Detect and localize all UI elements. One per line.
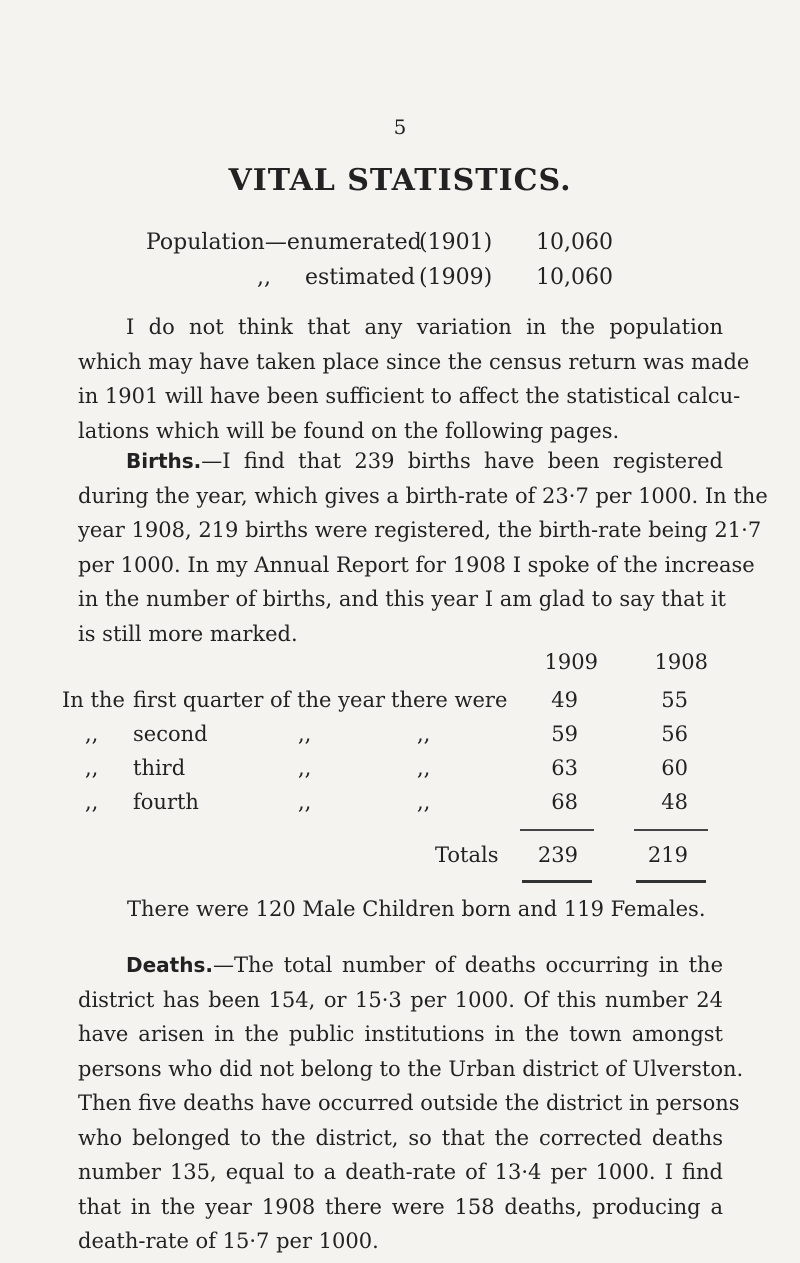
births-line: in the number of births, and this year I am glad to say that it xyxy=(78,587,726,611)
deaths-paragraph xyxy=(78,948,744,1259)
table-row-ditto-2: ,, xyxy=(417,756,431,780)
table-cell-1909: 59 xyxy=(551,722,578,746)
table-row-ditto-2: ,, xyxy=(417,722,431,746)
sex-ratio-note: There were 120 Male Children born and 119 Females. xyxy=(127,897,706,921)
population-estimated-label: estimated xyxy=(305,265,416,290)
column-header-1908: 1908 xyxy=(654,650,708,674)
table-cell-1908: 60 xyxy=(661,756,688,780)
table-row-label: fourth xyxy=(133,790,199,814)
table-row-label: third xyxy=(133,756,186,780)
page-title: VITAL STATISTICS. xyxy=(228,163,572,198)
population-estimated-value: 10,060 xyxy=(536,265,613,290)
intro-line: in 1901 will have been sufficient to affect the statistical calcu- xyxy=(78,384,741,408)
deaths-line: —The total number of deaths occurring in the xyxy=(212,953,723,977)
births-line: per 1000. In my Annual Report for 1908 I spoke of the increase xyxy=(78,552,755,577)
table-cell-1908: 55 xyxy=(661,688,688,712)
births-line: during the year, which gives a birth-rate of 23·7 per 1000. In the xyxy=(78,483,768,508)
total-1909: 239 xyxy=(537,843,578,867)
column-header-1909: 1909 xyxy=(544,650,598,674)
double-rule-1909 xyxy=(522,880,592,883)
deaths-first-line xyxy=(78,948,723,983)
total-rule-1909 xyxy=(520,829,594,831)
deaths-line: who belonged to the district, so that the corrected deaths xyxy=(78,1125,723,1150)
population-enumerated-year: (1901) xyxy=(419,230,493,255)
table-row-label: second xyxy=(133,722,208,746)
births-paragraph xyxy=(78,444,768,651)
table-cell-1909: 68 xyxy=(551,790,578,814)
births-heading: Births. xyxy=(126,449,202,473)
deaths-line: that in the year 1908 there were 158 deaths, producing a xyxy=(78,1194,723,1219)
total-1908: 219 xyxy=(647,843,688,867)
table-cell-1909: 63 xyxy=(551,756,578,780)
population-enumerated-value: 10,060 xyxy=(536,230,613,255)
deaths-line: Then five deaths have occurred outside the district in persons xyxy=(78,1091,740,1115)
population-estimated-year: (1909) xyxy=(419,265,493,290)
intro-line: lations which will be found on the following pages. xyxy=(78,418,620,443)
table-row-ditto-2: ,, xyxy=(417,790,431,814)
deaths-line: have arisen in the public institutions in the town amongst xyxy=(78,1022,723,1046)
double-rule-1908 xyxy=(636,880,706,883)
intro-line: I do not think that any variation in the population xyxy=(126,315,723,339)
table-row-ditto-1: of the year xyxy=(270,688,386,712)
population-enumerated-label: Population—enumerated xyxy=(146,230,422,255)
table-row-prefix: In the xyxy=(62,688,125,712)
total-rule-1908 xyxy=(634,829,708,831)
table-cell-1909: 49 xyxy=(551,688,578,712)
page-number: 5 xyxy=(393,115,407,139)
table-row-ditto-1: ,, xyxy=(298,756,312,780)
intro-paragraph xyxy=(78,310,750,448)
births-line: is still more marked. xyxy=(78,621,298,646)
table-cell-1908: 48 xyxy=(661,790,688,814)
table-row-ditto-1: ,, xyxy=(298,790,312,814)
births-line: year 1908, 219 births were registered, the birth-rate being 21·7 xyxy=(78,518,762,542)
table-row-prefix: ,, xyxy=(85,790,99,814)
deaths-line: persons who did not belong to the Urban district of Ulverston. xyxy=(78,1056,744,1081)
table-row-ditto-2: there were xyxy=(391,688,508,712)
deaths-heading: Deaths. xyxy=(126,953,213,977)
table-row-ditto-1: ,, xyxy=(298,722,312,746)
births-line: —I find that 239 births have been registered xyxy=(201,449,723,473)
table-row-prefix: ,, xyxy=(85,722,99,746)
table-row-label: first quarter xyxy=(133,688,264,712)
deaths-line: death-rate of 15·7 per 1000. xyxy=(78,1229,379,1253)
table-cell-1908: 56 xyxy=(661,722,688,746)
intro-line: which may have taken place since the census return was made xyxy=(78,349,750,374)
population-ditto-mark: ,, xyxy=(257,265,271,290)
births-first-line xyxy=(78,444,723,479)
deaths-line: district has been 154, or 15·3 per 1000. Of this number 24 xyxy=(78,987,723,1012)
totals-label: Totals xyxy=(435,843,499,867)
table-row-prefix: ,, xyxy=(85,756,99,780)
deaths-line: number 135, equal to a death-rate of 13·4 per 1000. I find xyxy=(78,1160,723,1184)
